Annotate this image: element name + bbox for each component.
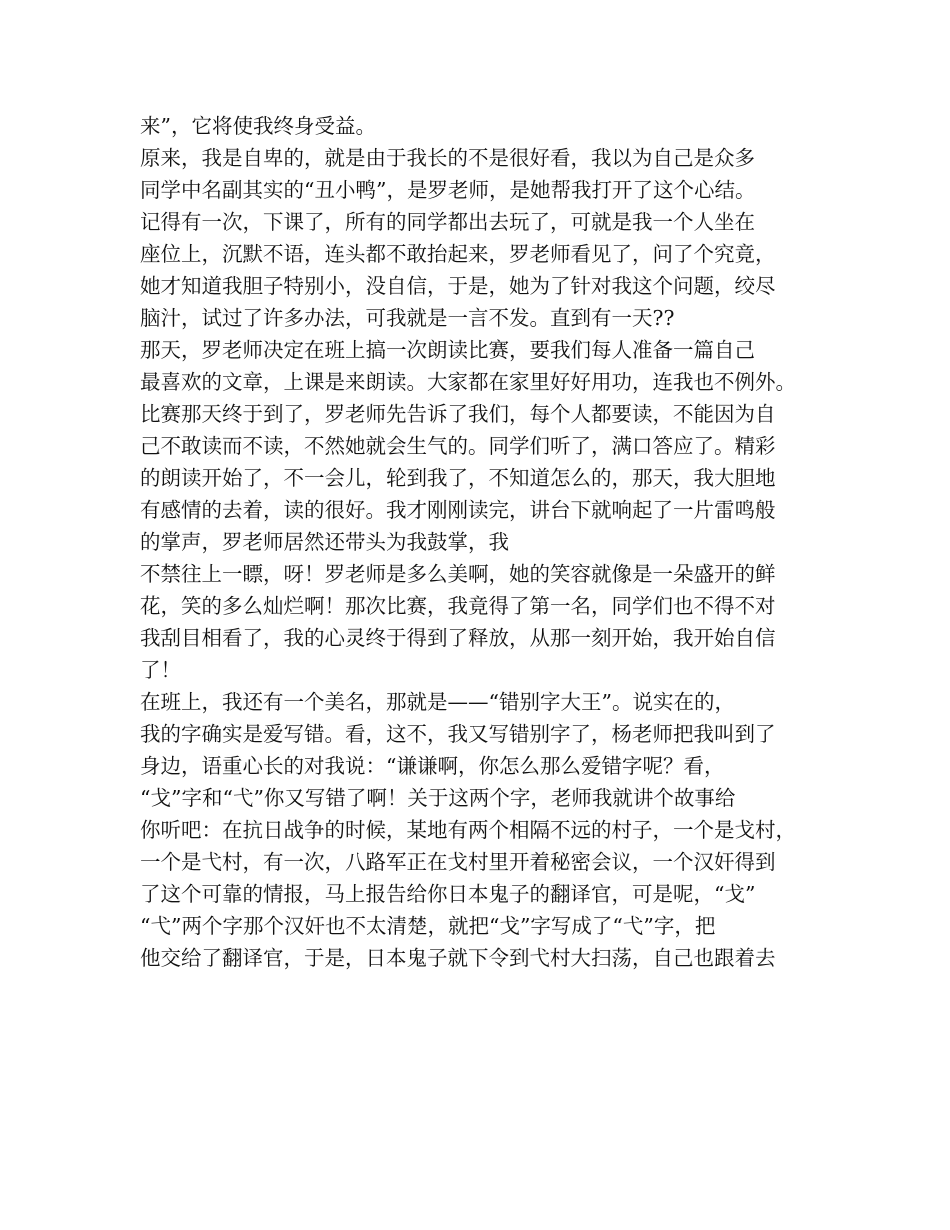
text-line: 原来，我是自卑的，就是由于我长的不是很好看，我以为自己是众多: [140, 146, 755, 170]
text-line: 的朗读开始了，不一会儿，轮到我了，不知道怎么的，那天，我大胆地: [140, 466, 776, 490]
text-line: 我的字确实是爱写错。看，这不，我又写错别字了，杨老师把我叫到了: [140, 722, 776, 746]
text-line: 了这个可靠的情报，马上报告给你日本鬼子的翻译官，可是呢，“戈”: [140, 882, 756, 906]
text-line: 在班上，我还有一个美名，那就是——“错别字大王”。说实在的，: [140, 690, 735, 714]
text-line: “戈”字和“弋”你又写错了啊！关于这两个字，老师我就讲个故事给: [140, 786, 736, 810]
text-line: 有感情的去着，读的很好。我才刚刚读完，讲台下就响起了一片雷鸣般: [140, 498, 776, 522]
text-line: 我刮目相看了，我的心灵终于得到了释放，从那一刻开始，我开始自信: [140, 626, 776, 650]
text-line: 了！: [140, 658, 181, 682]
text-line: “弋”两个字那个汉奸也不太清楚，就把“戈”字写成了“弋”字，把: [140, 914, 716, 938]
text-line: 不禁往上一瞟，呀！罗老师是多么美啊，她的笑容就像是一朵盛开的鲜: [140, 562, 776, 586]
text-line: 他交给了翻译官，于是，日本鬼子就下令到弋村大扫荡，自己也跟着去: [140, 946, 776, 970]
text-line: 身边，语重心长的对我说：“谦谦啊，你怎么那么爱错字呢？看，: [140, 754, 725, 778]
text-line: 她才知道我胆子特别小，没自信，于是，她为了针对我这个问题，绞尽: [140, 274, 776, 298]
text-line: 记得有一次，下课了，所有的同学都出去玩了，可就是我一个人坐在: [140, 210, 755, 234]
document-body-text: [140, 110, 830, 974]
text-line: 一个是弋村，有一次，八路军正在戈村里开着秘密会议，一个汉奸得到: [140, 850, 776, 874]
text-line: 最喜欢的文章，上课是来朗读。大家都在家里好好用功，连我也不例外。: [140, 370, 796, 394]
text-line: 花，笑的多么灿烂啊！那次比赛，我竟得了第一名，同学们也不得不对: [140, 594, 776, 618]
text-line: 脑汁，试过了许多办法，可我就是一言不发。直到有一天??: [140, 306, 675, 330]
text-line: 同学中名副其实的“丑小鸭”，是罗老师，是她帮我打开了这个心结。: [140, 178, 756, 202]
text-line: 那天，罗老师决定在班上搞一次朗读比赛，要我们每人准备一篇自己: [140, 338, 755, 362]
text-line: 比赛那天终于到了，罗老师先告诉了我们，每个人都要读，不能因为自: [140, 402, 776, 426]
text-line: 的掌声，罗老师居然还带头为我鼓掌，我: [140, 530, 509, 554]
text-line: 己不敢读而不读，不然她就会生气的。同学们听了，满口答应了。精彩: [140, 434, 776, 458]
text-line: 座位上，沉默不语，连头都不敢抬起来，罗老师看见了，问了个究竟，: [140, 242, 776, 266]
text-line: 你听吧：在抗日战争的时候，某地有两个相隔不远的村子，一个是戈村，: [140, 818, 796, 842]
text-line: 来”，它将使我终身受益。: [140, 114, 376, 138]
